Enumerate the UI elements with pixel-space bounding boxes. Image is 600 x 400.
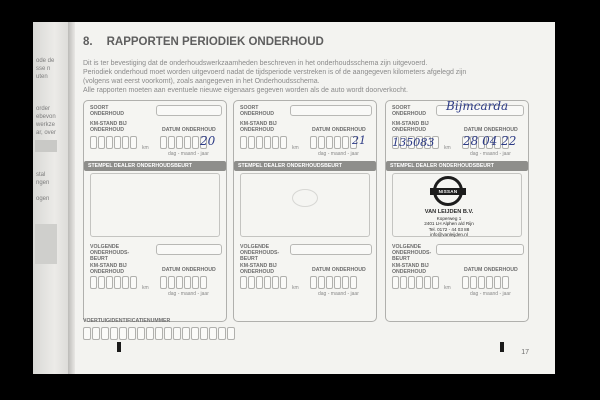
- next-date-label: DATUM ONDERHOUD: [464, 267, 518, 273]
- stamp-header: STEMPEL DEALER ONDERHOUDSBEURT: [84, 161, 226, 171]
- left-page-text: sse n: [36, 66, 51, 72]
- dealer-name: VAN LEIJDEN B.V.: [424, 209, 474, 215]
- next-service-field[interactable]: [436, 244, 524, 255]
- handwritten-km: 135083: [392, 135, 435, 149]
- handwritten-type: Bijmcarda: [446, 99, 509, 113]
- left-page-edge: [33, 22, 69, 374]
- handwritten-date: 28 04 22: [463, 134, 517, 148]
- next-service-label: VOLGENDE ONDERHOUDS-BEURT: [90, 244, 130, 262]
- service-record-3: [385, 100, 529, 322]
- faded-stamp-mark: [292, 189, 318, 207]
- dealer-stamp: [412, 210, 486, 238]
- left-page-text: ngen: [36, 180, 50, 186]
- next-service-field[interactable]: [290, 244, 372, 255]
- stamp-header: STEMPEL DEALER ONDERHOUDSBEURT: [386, 161, 528, 171]
- km-label: KM-STAND BIJ ONDERHOUD: [392, 121, 429, 133]
- page-title: [83, 36, 324, 48]
- left-page-shade: [35, 140, 57, 152]
- km-unit: km: [292, 145, 299, 151]
- next-service-field[interactable]: [156, 244, 222, 255]
- page-number: 17: [521, 349, 529, 356]
- next-km-boxes[interactable]: [392, 276, 439, 289]
- intro-line: (volgens wat eerst voorkomt), zoals aangegeven in het Onderhoudsschema.: [83, 78, 320, 85]
- section-title: RAPPORTEN PERIODIEK ONDERHOUD: [106, 36, 324, 48]
- next-km-label: KM-STAND BIJ ONDERHOUD: [240, 263, 277, 275]
- km-unit: km: [292, 285, 299, 291]
- date-label: DATUM ONDERHOUD: [464, 127, 518, 133]
- type-label: SOORT ONDERHOUD: [240, 105, 275, 117]
- km-unit: km: [142, 145, 149, 151]
- km-unit: km: [444, 145, 451, 151]
- next-km-label: KM-STAND BIJ ONDERHOUD: [392, 263, 429, 275]
- km-label: KM-STAND BIJ ONDERHOUD: [90, 121, 127, 133]
- next-km-label: KM-STAND BIJ ONDERHOUD: [90, 263, 127, 275]
- left-page-text: order: [36, 106, 51, 112]
- date-label: DATUM ONDERHOUD: [312, 127, 366, 133]
- left-page-text: ogen: [36, 196, 50, 202]
- next-service-label: VOLGENDE ONDERHOUDS-BEURT: [392, 244, 432, 262]
- dealer-phone: Tel. 0172 - 44 03 88: [428, 226, 470, 232]
- dealer-email: info@vanleijden.nl: [430, 232, 468, 238]
- type-field[interactable]: [156, 105, 222, 116]
- stamp-brand: NISSAN: [430, 188, 466, 195]
- service-record-2: [233, 100, 377, 322]
- next-km-boxes[interactable]: [240, 276, 287, 289]
- date-hint: dag - maand - jaar: [470, 151, 511, 157]
- dealer-address: Koperweg 1: [436, 215, 462, 221]
- left-page-shade: [35, 224, 57, 264]
- left-page-text: werkze: [36, 122, 56, 128]
- maintenance-page: [75, 22, 555, 374]
- handwritten-date: 20: [200, 134, 216, 148]
- type-field[interactable]: [290, 105, 372, 116]
- page-marker: [117, 342, 121, 352]
- date-boxes[interactable]: [310, 136, 357, 149]
- type-label: SOORT ONDERHOUD: [90, 105, 125, 117]
- km-label: KM-STAND BIJ ONDERHOUD: [240, 121, 277, 133]
- intro-line: Alle rapporten moeten aan eventuele nieuwe eigenaars gegeven worden als de auto wordt doorverkocht.: [83, 87, 408, 94]
- vin-label: VOERTUIGIDENTIFICATIENUMMER: [83, 318, 171, 324]
- left-page-text: ar, over: [36, 130, 57, 136]
- next-date-boxes[interactable]: [160, 276, 207, 289]
- dealer-city: 2401 LH Alphen a/d Rijn: [424, 221, 474, 227]
- date-hint: dag - maand - jaar: [318, 151, 359, 157]
- service-record-1: [83, 100, 227, 322]
- intro-line: Periodiek onderhoud moet worden uitgevoerd nadat de tijdsperiode verstreken is of de aangegeven kilometers afgelegd zijn: [83, 69, 467, 76]
- intro-line: Dit is ter bevestiging dat de onderhoudswerkzaamheden beschreven in het onderhoudsschema zijn uitgevoerd.: [83, 60, 428, 67]
- intro-text: [83, 59, 553, 95]
- vin-boxes[interactable]: [83, 327, 235, 340]
- page-marker: [500, 342, 504, 352]
- next-service-label: VOLGENDE ONDERHOUDS-BEURT: [240, 244, 280, 262]
- next-date-boxes[interactable]: [310, 276, 357, 289]
- date-hint: dag - maand - jaar: [168, 151, 209, 157]
- stamp-header: STEMPEL DEALER ONDERHOUDSBEURT: [234, 161, 376, 171]
- stamp-area[interactable]: [90, 173, 220, 237]
- date-hint: dag - maand - jaar: [470, 291, 511, 297]
- date-hint: dag - maand - jaar: [318, 291, 359, 297]
- km-unit: km: [142, 285, 149, 291]
- next-date-label: DATUM ONDERHOUD: [162, 267, 216, 273]
- date-hint: dag - maand - jaar: [168, 291, 209, 297]
- next-date-label: DATUM ONDERHOUD: [312, 267, 366, 273]
- section-number: 8.: [83, 36, 93, 48]
- next-km-boxes[interactable]: [90, 276, 137, 289]
- km-unit: km: [444, 285, 451, 291]
- nissan-logo-icon: [433, 176, 463, 206]
- left-page-text: stal: [36, 172, 46, 178]
- left-page-text: uten: [36, 74, 48, 80]
- left-page-text: ode de: [36, 58, 55, 64]
- type-label: SOORT ONDERHOUD: [392, 105, 427, 117]
- date-label: DATUM ONDERHOUD: [162, 127, 216, 133]
- handwritten-date: 21: [352, 134, 366, 147]
- next-date-boxes[interactable]: [462, 276, 509, 289]
- km-boxes[interactable]: [90, 136, 137, 149]
- km-boxes[interactable]: [240, 136, 287, 149]
- left-page-text: ebevon: [36, 114, 56, 120]
